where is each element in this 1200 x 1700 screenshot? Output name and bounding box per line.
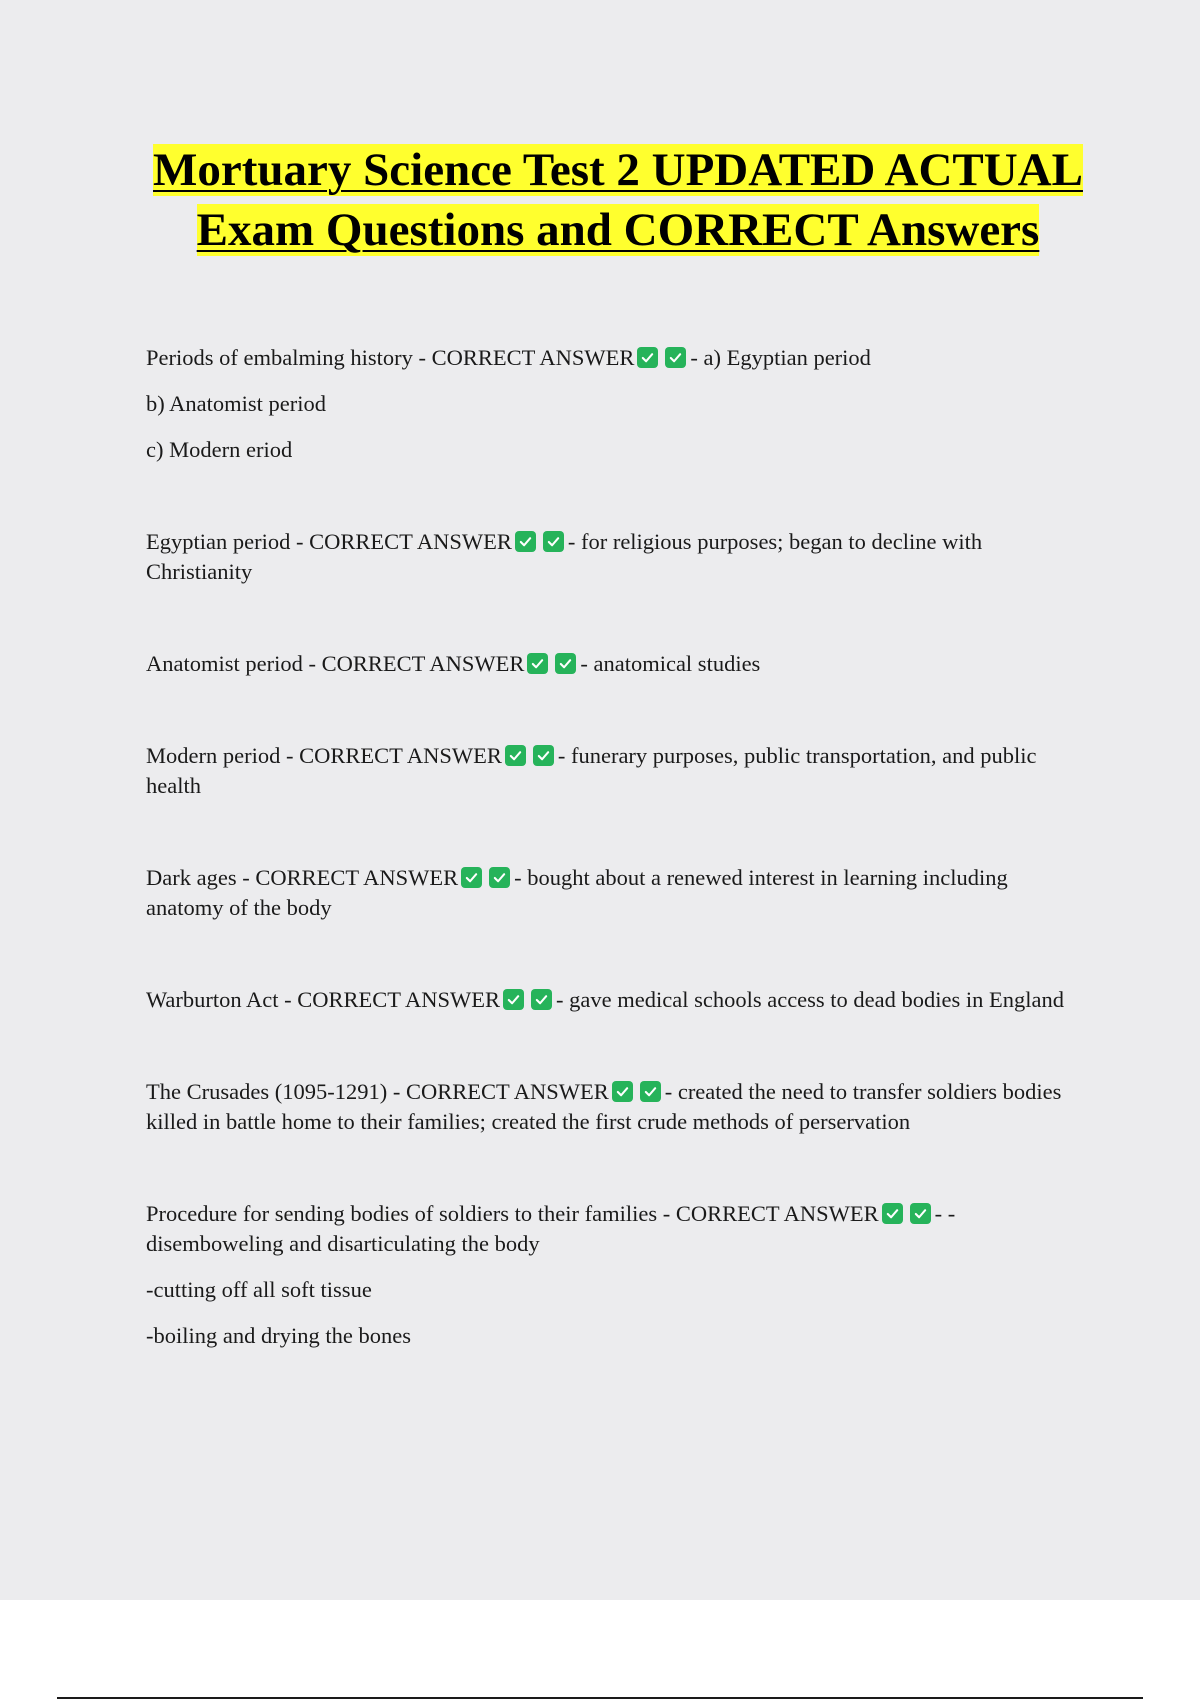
entry-answer: bought about a renewed interest in learning including anatomy of the body — [146, 865, 1008, 920]
entry-answer: a) Egyptian period — [703, 345, 871, 370]
entry-term: Periods of embalming history — [146, 345, 413, 370]
check-mark-icon — [640, 1081, 661, 1102]
check-mark-icon — [665, 347, 686, 368]
footer-rule — [57, 1697, 1143, 1699]
answer-label: CORRECT ANSWER — [675, 1201, 879, 1226]
qa-entry — [146, 985, 1086, 1015]
qa-entry — [146, 527, 1086, 587]
qa-entry — [146, 1199, 1086, 1351]
entry-term: Dark ages — [146, 865, 237, 890]
qa-entry — [146, 863, 1086, 923]
entry-term: Procedure for sending bodies of soldiers to their families — [146, 1201, 658, 1226]
qa-list — [146, 343, 1086, 1351]
answer-label: CORRECT ANSWER — [431, 345, 635, 370]
qa-entry — [146, 649, 1086, 679]
entry-answer: -disemboweling and disarticulating the body — [146, 1201, 956, 1256]
entry-answer: gave medical schools access to dead bodies in England — [569, 987, 1065, 1012]
answer-label: CORRECT ANSWER — [309, 529, 512, 554]
qa-entry — [146, 343, 1086, 465]
qa-line: Warburton Act - CORRECT ANSWER - gave medical schools access to dead bodies in England — [146, 987, 1065, 1012]
check-mark-icon — [543, 531, 564, 552]
check-mark-icon — [505, 745, 526, 766]
check-mark-icon — [910, 1203, 931, 1224]
qa-line: Modern period - CORRECT ANSWER - funerary purposes, public transportation, and public health — [146, 743, 1037, 798]
check-mark-icon — [531, 989, 552, 1010]
answer-continuation: -cutting off all soft tissue — [146, 1277, 372, 1302]
answer-continuation: c) Modern eriod — [146, 437, 293, 462]
answer-continuation: b) Anatomist period — [146, 391, 326, 416]
document-title-text: Mortuary Science Test 2 UPDATED ACTUAL Exam Questions and CORRECT Answers — [153, 144, 1083, 256]
answer-label: CORRECT ANSWER — [255, 865, 459, 890]
qa-line: Procedure for sending bodies of soldiers to their families - CORRECT ANSWER - -disemboweling and disarticulating the body — [146, 1201, 956, 1256]
entry-term: Warburton Act — [146, 987, 279, 1012]
entry-term: Anatomist period — [146, 651, 303, 676]
check-mark-icon — [637, 347, 658, 368]
check-mark-icon — [503, 989, 524, 1010]
answer-label: CORRECT ANSWER — [321, 651, 525, 676]
answer-continuation: -boiling and drying the bones — [146, 1323, 411, 1348]
qa-line: Anatomist period - CORRECT ANSWER - anatomical studies — [146, 651, 761, 676]
entry-answer: for religious purposes; began to decline with Christianity — [146, 529, 983, 584]
answer-label: CORRECT ANSWER — [299, 743, 502, 768]
check-mark-icon — [533, 745, 554, 766]
entry-answer: anatomical studies — [593, 651, 761, 676]
qa-entry — [146, 741, 1086, 801]
entry-term: Egyptian period — [146, 529, 291, 554]
entry-answer: funerary purposes, public transportation, and public health — [146, 743, 1037, 798]
check-mark-icon — [527, 653, 548, 674]
document-title — [130, 140, 1106, 260]
answer-label: CORRECT ANSWER — [297, 987, 501, 1012]
answer-label: CORRECT ANSWER — [405, 1079, 609, 1104]
entry-term: The Crusades (1095-1291) — [146, 1079, 388, 1104]
qa-line: The Crusades (1095-1291) - CORRECT ANSWER - created the need to transfer soldiers bodies killed in battle home to their families; created the first crude methods of perservation — [146, 1079, 1062, 1134]
qa-line: Dark ages - CORRECT ANSWER - bought about a renewed interest in learning including anatomy of the body — [146, 865, 1008, 920]
qa-entry — [146, 1077, 1086, 1137]
qa-line: Periods of embalming history - CORRECT ANSWER - a) Egyptian period — [146, 345, 871, 370]
check-mark-icon — [555, 653, 576, 674]
qa-line: Egyptian period - CORRECT ANSWER - for religious purposes; began to decline with Christianity — [146, 529, 983, 584]
check-mark-icon — [461, 867, 482, 888]
entry-term: Modern period — [146, 743, 281, 768]
check-mark-icon — [489, 867, 510, 888]
check-mark-icon — [882, 1203, 903, 1224]
check-mark-icon — [612, 1081, 633, 1102]
check-mark-icon — [515, 531, 536, 552]
entry-answer: created the need to transfer soldiers bodies killed in battle home to their families; created the first crude methods of perservation — [146, 1079, 1062, 1134]
